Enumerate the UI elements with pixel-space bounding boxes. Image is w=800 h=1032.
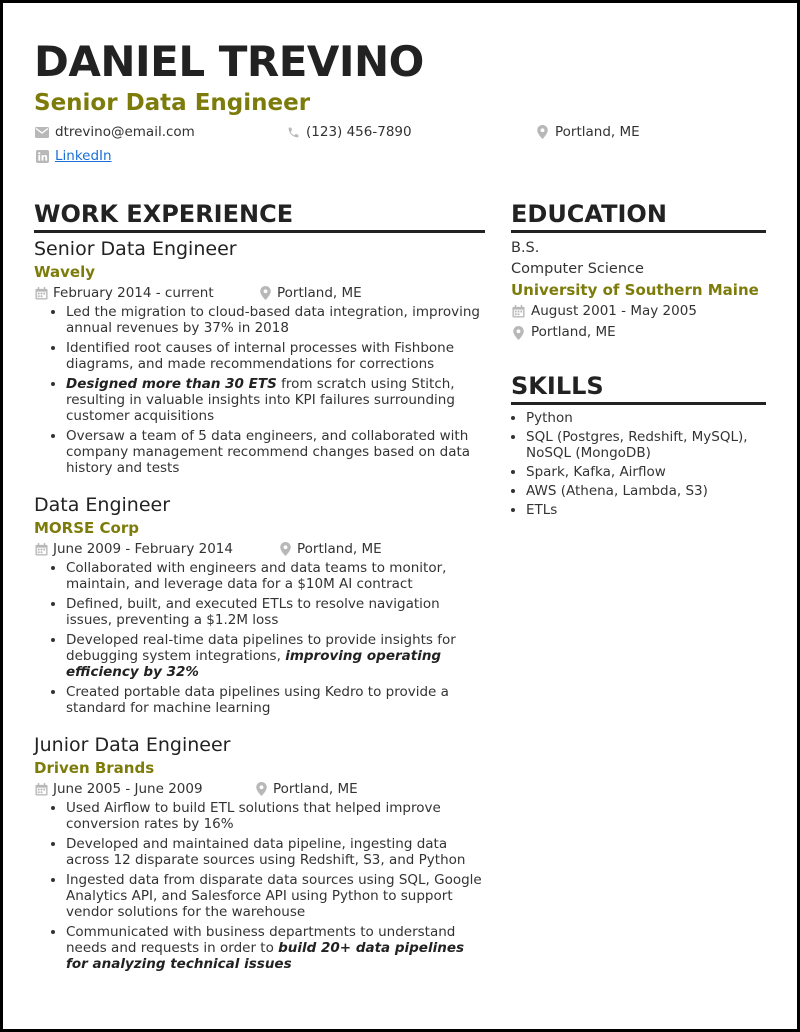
- candidate-title: Senior Data Engineer: [34, 90, 311, 116]
- calendar-icon: [34, 286, 48, 300]
- school-name: University of Southern Maine: [511, 281, 759, 299]
- calendar-icon: [34, 542, 48, 556]
- job-meta: [34, 284, 484, 302]
- job-location: [278, 540, 382, 558]
- job-dates: [34, 284, 258, 302]
- bullet-item: • Oversaw a team of 5 data engineers, and collaborated with company management recommend changes based on data history and tests: [66, 428, 484, 476]
- map-pin-icon: [278, 542, 292, 556]
- job-entry: [34, 237, 484, 480]
- bullet-item: • Developed real-time data pipelines to provide insights for debugging system integrations, improving operating efficiency by 32%: [66, 632, 484, 680]
- job-location-text: Portland, ME: [273, 781, 358, 797]
- company-name: Driven Brands: [34, 759, 155, 777]
- job-location-text: Portland, ME: [297, 541, 382, 557]
- job-location: [258, 284, 362, 302]
- linkedin-link[interactable]: LinkedIn: [55, 148, 112, 164]
- job-dates-text: February 2014 - current: [53, 285, 214, 301]
- bullet-item: • Communicated with business departments to understand needs and requests in order to build 20+ data pipelines for analyzing technical issues: [66, 924, 484, 972]
- work-divider: [34, 230, 485, 233]
- location-text: Portland, ME: [555, 124, 640, 140]
- education-divider: [511, 230, 766, 233]
- job-bullets: [34, 560, 484, 716]
- phone-text[interactable]: (123) 456-7890: [306, 124, 412, 140]
- bullet-item: • Created portable data pipelines using Kedro to provide a standard for machine learning: [66, 684, 484, 716]
- linkedin-contact: [35, 147, 112, 165]
- skill-item: • ETLs: [526, 502, 771, 518]
- map-pin-icon: [535, 125, 549, 139]
- skill-item: • AWS (Athena, Lambda, S3): [526, 483, 771, 499]
- bullet-item: • Identified root causes of internal processes with Fishbone diagrams, and made recommendations for corrections: [66, 340, 484, 372]
- job-bullets: [34, 304, 484, 476]
- bullet-item: • Collaborated with engineers and data teams to monitor, maintain, and leverage data for a $10M AI contract: [66, 560, 484, 592]
- map-pin-icon: [258, 286, 272, 300]
- linkedin-icon: [35, 149, 49, 163]
- phone-icon: [286, 125, 300, 139]
- work-experience-heading: WORK EXPERIENCE: [34, 200, 294, 228]
- job-dates: [34, 540, 278, 558]
- job-title: Senior Data Engineer: [34, 238, 237, 260]
- email-contact: [35, 123, 195, 141]
- job-entry: [34, 733, 484, 976]
- candidate-name: DANIEL TREVINO: [34, 37, 424, 86]
- education-dates-text: August 2001 - May 2005: [531, 303, 697, 319]
- skill-item: • SQL (Postgres, Redshift, MySQL), NoSQL (MongoDB): [526, 429, 771, 461]
- education-dates: [511, 301, 771, 322]
- company-name: Wavely: [34, 263, 96, 281]
- map-pin-icon: [254, 782, 268, 796]
- job-title: Junior Data Engineer: [34, 734, 231, 756]
- bullet-item: • Designed more than 30 ETS from scratch using Stitch, resulting in valuable insights into KPI failures surrounding customer acquisitions: [66, 376, 484, 424]
- education-location: [511, 322, 771, 343]
- envelope-icon: [35, 125, 49, 139]
- field-of-study: Computer Science: [511, 261, 644, 277]
- bullet-item: • Used Airflow to build ETL solutions that helped improve conversion rates by 16%: [66, 800, 484, 832]
- job-bullets: [34, 800, 484, 972]
- job-dates-text: June 2005 - June 2009: [53, 781, 203, 797]
- education-heading: EDUCATION: [511, 200, 667, 228]
- job-meta: [34, 540, 484, 558]
- job-dates-text: June 2009 - February 2014: [53, 541, 233, 557]
- skill-item: • Spark, Kafka, Airflow: [526, 464, 771, 480]
- calendar-icon: [511, 305, 525, 319]
- degree: B.S.: [511, 240, 540, 256]
- skills-divider: [511, 402, 766, 405]
- skills-heading: SKILLS: [511, 372, 604, 400]
- bullet-item: • Led the migration to cloud-based data integration, improving annual revenues by 37% in 2018: [66, 304, 484, 336]
- bullet-item: • Defined, built, and executed ETLs to resolve navigation issues, preventing a $1.2M loss: [66, 596, 484, 628]
- calendar-icon: [34, 782, 48, 796]
- skills-list: [511, 410, 771, 521]
- job-title: Data Engineer: [34, 494, 171, 516]
- resume-page: [3, 3, 797, 1029]
- job-location-text: Portland, ME: [277, 285, 362, 301]
- job-meta: [34, 780, 484, 798]
- company-name: MORSE Corp: [34, 519, 139, 537]
- location-contact: [535, 123, 640, 141]
- education-location-text: Portland, ME: [531, 324, 616, 340]
- job-location: [254, 780, 358, 798]
- job-entry: [34, 493, 484, 720]
- education-entry: [511, 238, 771, 343]
- bullet-item: • Developed and maintained data pipeline, ingesting data across 12 disparate sources using Redshift, S3, and Python: [66, 836, 484, 868]
- skill-item: • Python: [526, 410, 771, 426]
- email-text[interactable]: dtrevino@email.com: [55, 124, 195, 140]
- phone-contact: [286, 123, 412, 141]
- bullet-item: • Ingested data from disparate data sources using SQL, Google Analytics API, and Salesforce API using Python to support vendor solutions for the warehouse: [66, 872, 484, 920]
- map-pin-icon: [511, 326, 525, 340]
- job-dates: [34, 780, 254, 798]
